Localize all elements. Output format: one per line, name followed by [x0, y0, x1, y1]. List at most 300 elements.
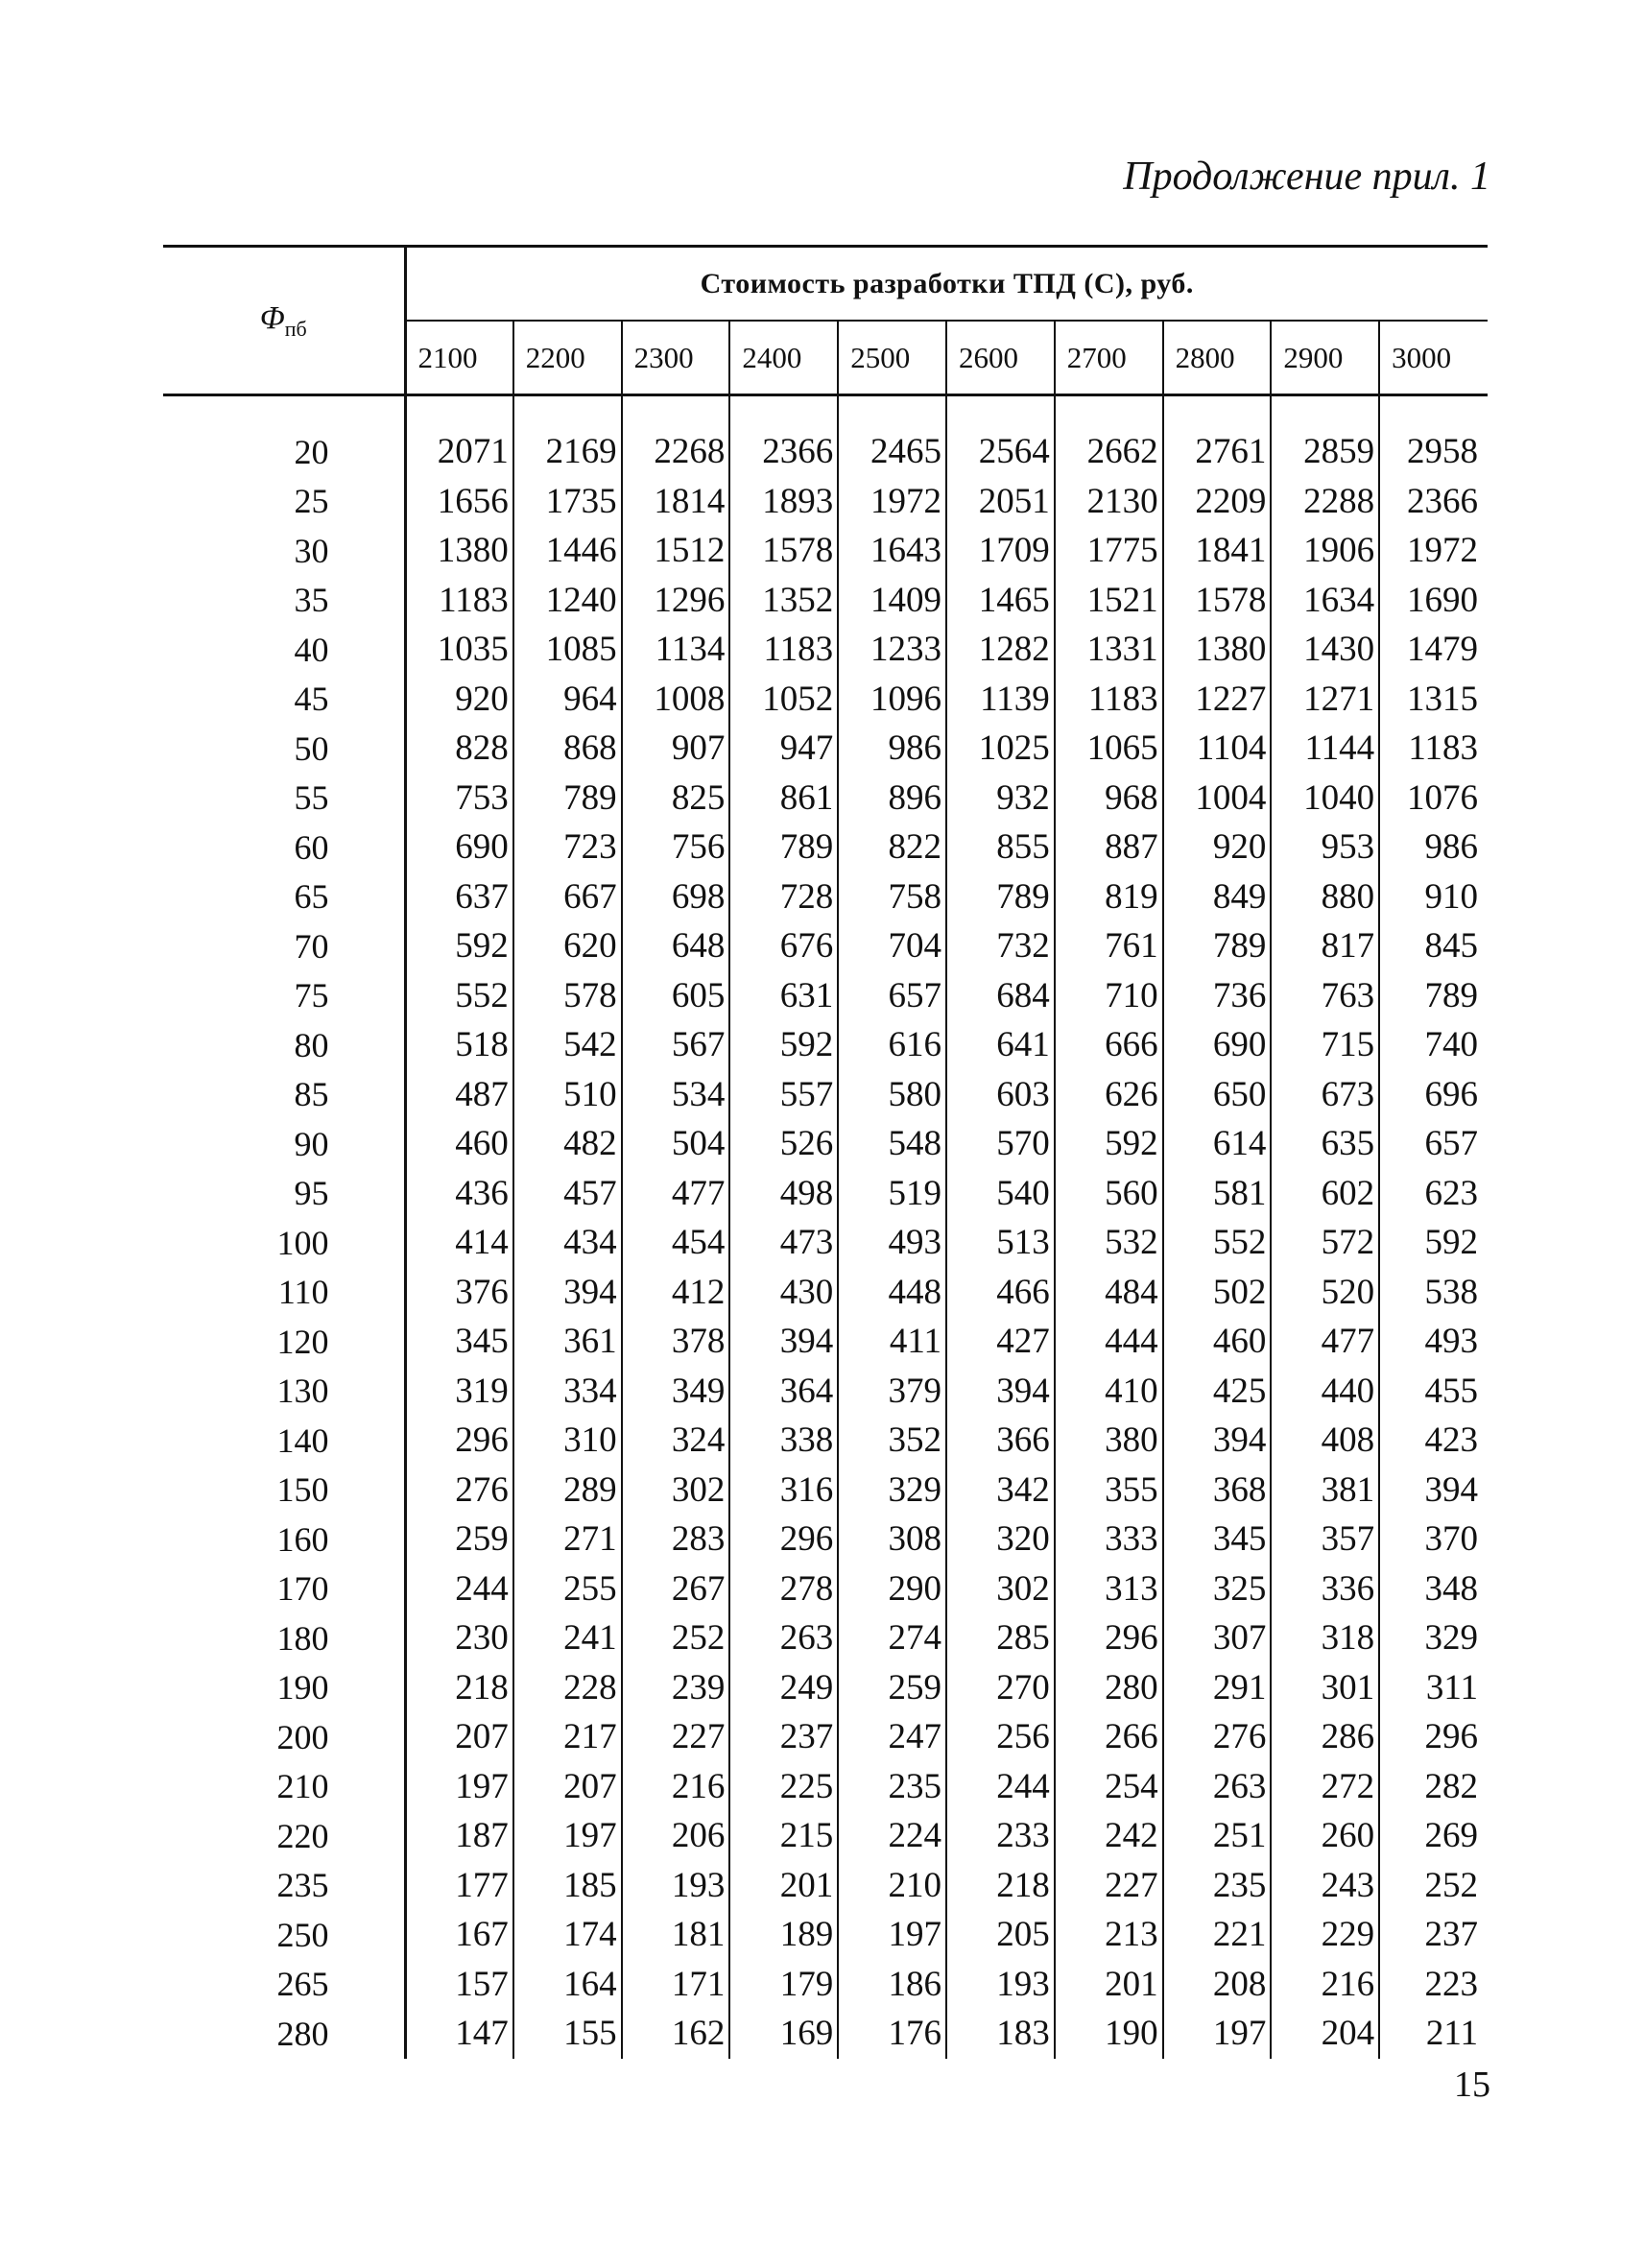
row-phi-value: 40 [163, 625, 405, 675]
table-cell: 580 [838, 1070, 946, 1120]
table-cell: 631 [729, 971, 838, 1021]
table-row [163, 576, 1488, 626]
table-cell: 2366 [1407, 481, 1478, 521]
table-cell: 1271 [1271, 675, 1379, 725]
table-cell: 789 [513, 774, 622, 824]
table-row [163, 1712, 1488, 1762]
table-cell: 227 [1055, 1861, 1163, 1911]
table-cell: 1814 [622, 477, 730, 527]
table-cell: 513 [946, 1218, 1055, 1268]
row-phi-value: 55 [163, 774, 405, 824]
table-cell: 430 [729, 1268, 838, 1318]
row-phi-value: 60 [163, 823, 405, 872]
table-cell: 394 [513, 1268, 622, 1318]
table-cell: 181 [622, 1910, 730, 1960]
column-group-title: Стоимость разработки ТПД (C), руб. [405, 247, 1488, 322]
table-cell: 460 [1163, 1317, 1272, 1367]
table-cell: 325 [1163, 1564, 1272, 1614]
table-cell: 434 [513, 1218, 622, 1268]
table-cell: 477 [1271, 1317, 1379, 1367]
row-phi-value: 170 [163, 1564, 405, 1614]
table-cell: 211 [1425, 2014, 1478, 2054]
table-cell: 1104 [1163, 724, 1272, 774]
table-cell: 179 [729, 1960, 838, 2010]
table-cell: 1380 [1163, 625, 1272, 675]
table-cell: 235 [1163, 1861, 1272, 1911]
table-cell: 155 [513, 2009, 622, 2059]
row-phi-value: 120 [163, 1317, 405, 1367]
table-cell: 964 [513, 675, 622, 725]
table-cell: 410 [1055, 1367, 1163, 1417]
row-phi-value: 130 [163, 1367, 405, 1417]
table-row [163, 1020, 1488, 1070]
table-cell: 189 [729, 1910, 838, 1960]
table-cell: 313 [1055, 1564, 1163, 1614]
table-row [163, 1515, 1488, 1564]
table-cell: 376 [405, 1268, 513, 1318]
table-cell: 849 [1163, 872, 1272, 922]
table-row [163, 1218, 1488, 1268]
table-cell: 968 [1055, 774, 1163, 824]
table-cell: 1052 [729, 675, 838, 725]
table-cell: 1690 [1407, 580, 1478, 620]
table-cell: 1380 [405, 526, 513, 576]
table-cell: 560 [1055, 1169, 1163, 1219]
table-cell: 260 [1271, 1811, 1379, 1861]
table-cell: 345 [405, 1317, 513, 1367]
table-cell: 845 [1424, 926, 1478, 967]
table-cell: 244 [405, 1564, 513, 1614]
row-phi-value: 235 [163, 1861, 405, 1911]
table-row [163, 1416, 1488, 1466]
page-number: 15 [1454, 2065, 1490, 2105]
table-cell: 526 [729, 1119, 838, 1169]
column-header: 2100 [405, 321, 513, 395]
table-row [163, 724, 1488, 774]
table-cell: 320 [946, 1515, 1055, 1564]
row-header-phi [163, 247, 405, 395]
table-cell: 208 [1163, 1960, 1272, 2010]
table-cell: 147 [405, 2009, 513, 2059]
table-cell: 197 [405, 1762, 513, 1812]
table-cell: 1512 [622, 526, 730, 576]
table-cell: 947 [729, 724, 838, 774]
table-cell: 210 [838, 1861, 946, 1911]
table-cell: 242 [1055, 1811, 1163, 1861]
table-cell: 251 [1163, 1811, 1272, 1861]
table-cell: 1076 [1407, 777, 1478, 818]
table-cell: 243 [1271, 1861, 1379, 1911]
row-phi-value: 100 [163, 1218, 405, 1268]
table-cell: 690 [405, 823, 513, 872]
table-cell: 252 [622, 1613, 730, 1663]
table-cell: 263 [729, 1613, 838, 1663]
table-cell: 296 [1424, 1717, 1478, 1757]
table-cell: 174 [513, 1910, 622, 1960]
row-phi-value: 265 [163, 1960, 405, 2010]
table-cell: 519 [838, 1169, 946, 1219]
table-cell: 1183 [405, 576, 513, 626]
table-cell: 534 [622, 1070, 730, 1120]
table-cell: 1233 [838, 625, 946, 675]
table-cell: 291 [1163, 1663, 1272, 1713]
table-cell: 411 [838, 1317, 946, 1367]
table-cell: 381 [1271, 1466, 1379, 1516]
table-cell: 605 [622, 971, 730, 1021]
table-cell: 167 [405, 1910, 513, 1960]
table-cell: 319 [405, 1367, 513, 1417]
table-cell: 334 [513, 1367, 622, 1417]
table-row [163, 774, 1488, 824]
table-cell: 216 [1271, 1960, 1379, 2010]
table-cell: 473 [729, 1218, 838, 1268]
table-cell: 276 [1163, 1712, 1272, 1762]
phi-subscript: пб [284, 316, 307, 341]
table-cell: 567 [622, 1020, 730, 1070]
table-cell: 224 [838, 1811, 946, 1861]
table-cell: 696 [1424, 1074, 1478, 1114]
table-cell: 394 [729, 1317, 838, 1367]
table-cell: 444 [1055, 1317, 1163, 1367]
table-cell: 370 [1424, 1519, 1478, 1560]
table-cell: 302 [622, 1466, 730, 1516]
table-cell: 616 [838, 1020, 946, 1070]
table-cell: 368 [1163, 1466, 1272, 1516]
table-cell: 1004 [1163, 774, 1272, 824]
table-row [163, 872, 1488, 922]
table-cell: 454 [622, 1218, 730, 1268]
table-cell: 1144 [1271, 724, 1379, 774]
row-phi-value: 45 [163, 675, 405, 725]
table-cell: 667 [513, 872, 622, 922]
table-row [163, 1613, 1488, 1663]
table-cell: 1578 [1163, 576, 1272, 626]
table-cell: 1906 [1271, 526, 1379, 576]
table-cell: 215 [729, 1811, 838, 1861]
table-cell: 380 [1055, 1416, 1163, 1466]
column-header: 2300 [622, 321, 730, 395]
table-cell: 740 [1424, 1025, 1478, 1065]
table-cell: 868 [513, 724, 622, 774]
table-cell: 177 [405, 1861, 513, 1911]
table-cell: 487 [405, 1070, 513, 1120]
table-cell: 412 [622, 1268, 730, 1318]
table-cell: 2366 [729, 427, 838, 477]
table-row [163, 1466, 1488, 1516]
row-phi-value: 80 [163, 1020, 405, 1070]
row-phi-value: 250 [163, 1910, 405, 1960]
table-cell: 896 [838, 774, 946, 824]
table-cell: 269 [1424, 1816, 1478, 1856]
row-phi-value: 190 [163, 1663, 405, 1713]
table-cell: 324 [622, 1416, 730, 1466]
table-cell: 414 [405, 1218, 513, 1268]
table-cell: 218 [405, 1663, 513, 1713]
table-cell: 164 [513, 1960, 622, 2010]
table-row [163, 1861, 1488, 1911]
table-cell: 520 [1271, 1268, 1379, 1318]
table-cell: 1735 [513, 477, 622, 527]
table-cell: 197 [513, 1811, 622, 1861]
table-cell: 1479 [1407, 630, 1478, 670]
table-cell: 183 [946, 2009, 1055, 2059]
table-row [163, 823, 1488, 872]
table-cell: 789 [1424, 975, 1478, 1015]
table-row [163, 477, 1488, 527]
table-cell: 540 [946, 1169, 1055, 1219]
table-cell: 602 [1271, 1169, 1379, 1219]
table-cell: 448 [838, 1268, 946, 1318]
table-cell: 267 [622, 1564, 730, 1614]
table-cell: 408 [1271, 1416, 1379, 1466]
table-cell: 296 [1055, 1613, 1163, 1663]
row-phi-value: 20 [163, 427, 405, 477]
table-cell: 352 [838, 1416, 946, 1466]
table-row [163, 1119, 1488, 1169]
table-cell: 364 [729, 1367, 838, 1417]
table-cell: 316 [729, 1466, 838, 1516]
table-cell: 2288 [1271, 477, 1379, 527]
table-cell: 493 [1424, 1322, 1478, 1362]
table-cell: 1643 [838, 526, 946, 576]
table-row [163, 1811, 1488, 1861]
table-cell: 333 [1055, 1515, 1163, 1564]
table-cell: 460 [405, 1119, 513, 1169]
table-cell: 641 [946, 1020, 1055, 1070]
table-cell: 187 [405, 1811, 513, 1861]
table-cell: 518 [405, 1020, 513, 1070]
table-cell: 2169 [513, 427, 622, 477]
table-cell: 342 [946, 1466, 1055, 1516]
table-cell: 920 [405, 675, 513, 725]
table-cell: 2130 [1055, 477, 1163, 527]
table-cell: 592 [405, 921, 513, 971]
table-cell: 828 [405, 724, 513, 774]
table-cell: 1446 [513, 526, 622, 576]
table-cell: 357 [1271, 1515, 1379, 1564]
table-cell: 302 [946, 1564, 1055, 1614]
table-row [163, 1960, 1488, 2010]
table-cell: 169 [729, 2009, 838, 2059]
table-cell: 233 [946, 1811, 1055, 1861]
table-row [163, 1169, 1488, 1219]
table-cell: 2465 [838, 427, 946, 477]
table-cell: 1183 [1055, 675, 1163, 725]
table-cell: 855 [946, 823, 1055, 872]
table-cell: 206 [622, 1811, 730, 1861]
table-cell: 666 [1055, 1020, 1163, 1070]
table-cell: 229 [1271, 1910, 1379, 1960]
table-cell: 201 [729, 1861, 838, 1911]
table-cell: 1634 [1271, 576, 1379, 626]
table-cell: 1035 [405, 625, 513, 675]
table-cell: 157 [405, 1960, 513, 2010]
table-cell: 205 [946, 1910, 1055, 1960]
table-row [163, 1762, 1488, 1812]
row-phi-value: 90 [163, 1119, 405, 1169]
table-cell: 338 [729, 1416, 838, 1466]
table-body [163, 395, 1488, 2059]
table-cell: 581 [1163, 1169, 1272, 1219]
table-cell: 237 [1424, 1915, 1478, 1955]
table-cell: 1282 [946, 625, 1055, 675]
table-cell: 1085 [513, 625, 622, 675]
table-row [163, 1367, 1488, 1417]
row-phi-value: 65 [163, 872, 405, 922]
table-cell: 626 [1055, 1070, 1163, 1120]
row-phi-value: 95 [163, 1169, 405, 1219]
table-cell: 348 [1424, 1568, 1478, 1609]
table-cell: 484 [1055, 1268, 1163, 1318]
table-cell: 650 [1163, 1070, 1272, 1120]
table-cell: 228 [513, 1663, 622, 1713]
table-cell: 2051 [946, 477, 1055, 527]
table-cell: 690 [1163, 1020, 1272, 1070]
row-phi-value: 110 [163, 1268, 405, 1318]
table-cell: 274 [838, 1613, 946, 1663]
table-cell: 1893 [729, 477, 838, 527]
table-cell: 498 [729, 1169, 838, 1219]
table-cell: 880 [1271, 872, 1379, 922]
row-phi-value: 210 [163, 1762, 405, 1812]
table-cell: 244 [946, 1762, 1055, 1812]
table-cell: 758 [838, 872, 946, 922]
table-cell: 2209 [1163, 477, 1272, 527]
table-row [163, 1910, 1488, 1960]
table-cell: 427 [946, 1317, 1055, 1367]
table-cell: 2564 [946, 427, 1055, 477]
table-cell: 270 [946, 1663, 1055, 1713]
table-cell: 986 [1424, 827, 1478, 868]
table-cell: 457 [513, 1169, 622, 1219]
phi-symbol: Φ [259, 299, 285, 336]
table-cell: 1841 [1163, 526, 1272, 576]
table-cell: 986 [838, 724, 946, 774]
table-cell: 1315 [1407, 679, 1478, 719]
table-cell: 756 [622, 823, 730, 872]
table-cell: 2761 [1163, 427, 1272, 477]
table-cell: 436 [405, 1169, 513, 1219]
table-cell: 197 [838, 1910, 946, 1960]
row-phi-value: 30 [163, 526, 405, 576]
table-cell: 176 [838, 2009, 946, 2059]
table-cell: 296 [729, 1515, 838, 1564]
table-cell: 1296 [622, 576, 730, 626]
column-header: 2900 [1271, 321, 1379, 395]
table-cell: 2859 [1271, 427, 1379, 477]
table-cell: 204 [1271, 2009, 1379, 2059]
table-row [163, 2009, 1488, 2059]
table-cell: 336 [1271, 1564, 1379, 1614]
table-cell: 510 [513, 1070, 622, 1120]
table-cell: 1352 [729, 576, 838, 626]
table-cell: 1775 [1055, 526, 1163, 576]
table-cell: 614 [1163, 1119, 1272, 1169]
table-cell: 753 [405, 774, 513, 824]
table-cell: 1025 [946, 724, 1055, 774]
table-cell: 538 [1424, 1272, 1478, 1312]
table-cell: 307 [1163, 1613, 1272, 1663]
table-cell: 482 [513, 1119, 622, 1169]
table-cell: 310 [513, 1416, 622, 1466]
table-cell: 789 [946, 872, 1055, 922]
table-cell: 763 [1271, 971, 1379, 1021]
table-cell: 1331 [1055, 625, 1163, 675]
table-cell: 1972 [838, 477, 946, 527]
row-phi-value: 150 [163, 1466, 405, 1516]
table-cell: 378 [622, 1317, 730, 1367]
row-phi-value: 180 [163, 1613, 405, 1663]
table-cell: 249 [729, 1663, 838, 1713]
table-row [163, 1268, 1488, 1318]
column-header: 2500 [838, 321, 946, 395]
table-cell: 657 [1424, 1124, 1478, 1164]
table-cell: 394 [1424, 1469, 1478, 1510]
table-cell: 301 [1271, 1663, 1379, 1713]
table-cell: 213 [1055, 1910, 1163, 1960]
table-cell: 592 [1055, 1119, 1163, 1169]
table-cell: 2662 [1055, 427, 1163, 477]
row-phi-value: 200 [163, 1712, 405, 1762]
table-row [163, 1663, 1488, 1713]
table-cell: 345 [1163, 1515, 1272, 1564]
table-cell: 789 [1163, 921, 1272, 971]
table-cell: 1096 [838, 675, 946, 725]
table-cell: 637 [405, 872, 513, 922]
table-row [163, 526, 1488, 576]
table-row [163, 625, 1488, 675]
table-cell: 289 [513, 1466, 622, 1516]
table-cell: 201 [1055, 1960, 1163, 2010]
table-cell: 218 [946, 1861, 1055, 1911]
table-row [163, 427, 1488, 477]
table-cell: 355 [1055, 1466, 1163, 1516]
table-cell: 1008 [622, 675, 730, 725]
table-cell: 266 [1055, 1712, 1163, 1762]
table-cell: 761 [1055, 921, 1163, 971]
table-cell: 259 [405, 1515, 513, 1564]
table-row [163, 921, 1488, 971]
table-cell: 825 [622, 774, 730, 824]
table-cell: 557 [729, 1070, 838, 1120]
table-cell: 1183 [1408, 728, 1478, 769]
table-cell: 1578 [729, 526, 838, 576]
table-cell: 657 [838, 971, 946, 1021]
table-cell: 620 [513, 921, 622, 971]
table-cell: 592 [729, 1020, 838, 1070]
table-cell: 379 [838, 1367, 946, 1417]
table-cell: 1040 [1271, 774, 1379, 824]
table-cell: 263 [1163, 1762, 1272, 1812]
table-cell: 259 [838, 1663, 946, 1713]
table-cell: 162 [622, 2009, 730, 2059]
table-cell: 907 [622, 724, 730, 774]
table-cell: 361 [513, 1317, 622, 1367]
table-cell: 280 [1055, 1663, 1163, 1713]
row-phi-value: 75 [163, 971, 405, 1021]
table-cell: 190 [1055, 2009, 1163, 2059]
row-phi-value: 25 [163, 477, 405, 527]
table-cell: 572 [1271, 1218, 1379, 1268]
table-cell: 271 [513, 1515, 622, 1564]
table-cell: 623 [1424, 1173, 1478, 1213]
table-cell: 732 [946, 921, 1055, 971]
table-cell: 2958 [1407, 432, 1478, 472]
table-cell: 548 [838, 1119, 946, 1169]
table-cell: 207 [405, 1712, 513, 1762]
row-phi-value: 35 [163, 576, 405, 626]
table-cell: 1183 [729, 625, 838, 675]
